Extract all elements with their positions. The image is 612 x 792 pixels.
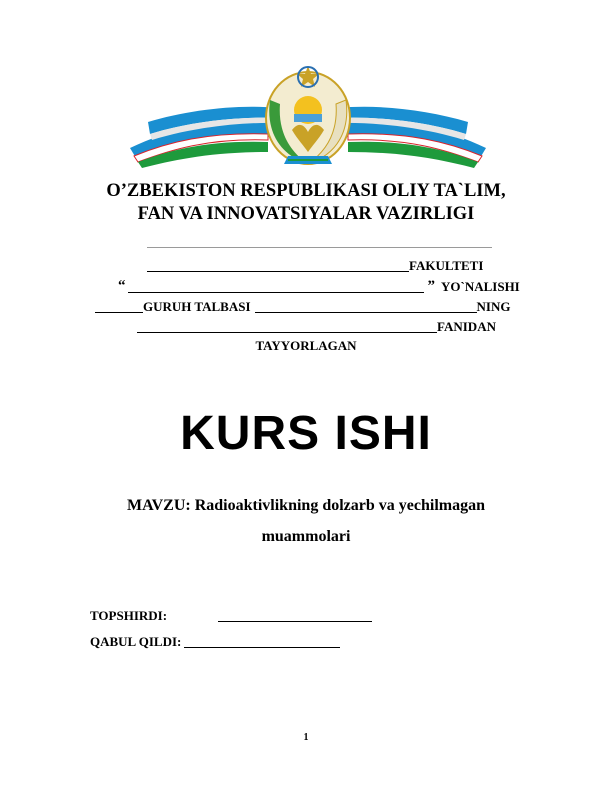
document-title: KURS ISHI: [180, 407, 432, 460]
student-name-blank: [255, 300, 477, 313]
topic-text-line-2: muammolari: [261, 528, 351, 545]
ministry-heading: [60, 180, 552, 226]
accepted-blank: [184, 635, 340, 648]
ministry-line-1: O’ZBEKISTON RESPUBLIKASI OLIY TA`LIM,: [106, 181, 506, 201]
divider-line: [147, 247, 492, 248]
subject-row: [137, 319, 496, 335]
subject-blank: [137, 320, 437, 333]
submitted-blank: [218, 609, 372, 622]
open-quote: “: [118, 278, 126, 294]
group-student-label: GURUH TALBASI: [143, 299, 251, 314]
submitted-row: [90, 608, 372, 624]
ministry-line-2: FAN VA INNOVATSIYALAR VAZIRLIGI: [137, 204, 475, 224]
topic-label: MAVZU:: [127, 497, 191, 514]
faculty-row: [147, 258, 483, 274]
accepted-label: QABUL QILDI:: [90, 634, 182, 649]
group-blank: [95, 300, 143, 313]
topic-text-line-1: Radioaktivlikning dolzarb va yechilmagan: [194, 497, 485, 514]
student-row: [95, 299, 510, 315]
close-quote: ”: [427, 278, 435, 294]
direction-blank: [128, 280, 424, 293]
subject-label: FANIDAN: [437, 319, 496, 334]
faculty-blank: [147, 259, 409, 272]
page-number: 1: [303, 732, 309, 743]
faculty-label: FAKULTETI: [409, 258, 484, 273]
direction-row: [118, 278, 520, 295]
topic-block: [80, 490, 532, 552]
state-emblem-icon: [128, 60, 488, 168]
prepared-label: TAYYORLAGAN: [255, 338, 357, 353]
ning-label: NING: [476, 299, 511, 314]
direction-label: YO`NALISHI: [441, 279, 520, 294]
submitted-label: TOPSHIRDI:: [90, 608, 168, 623]
accepted-row: [90, 634, 340, 650]
